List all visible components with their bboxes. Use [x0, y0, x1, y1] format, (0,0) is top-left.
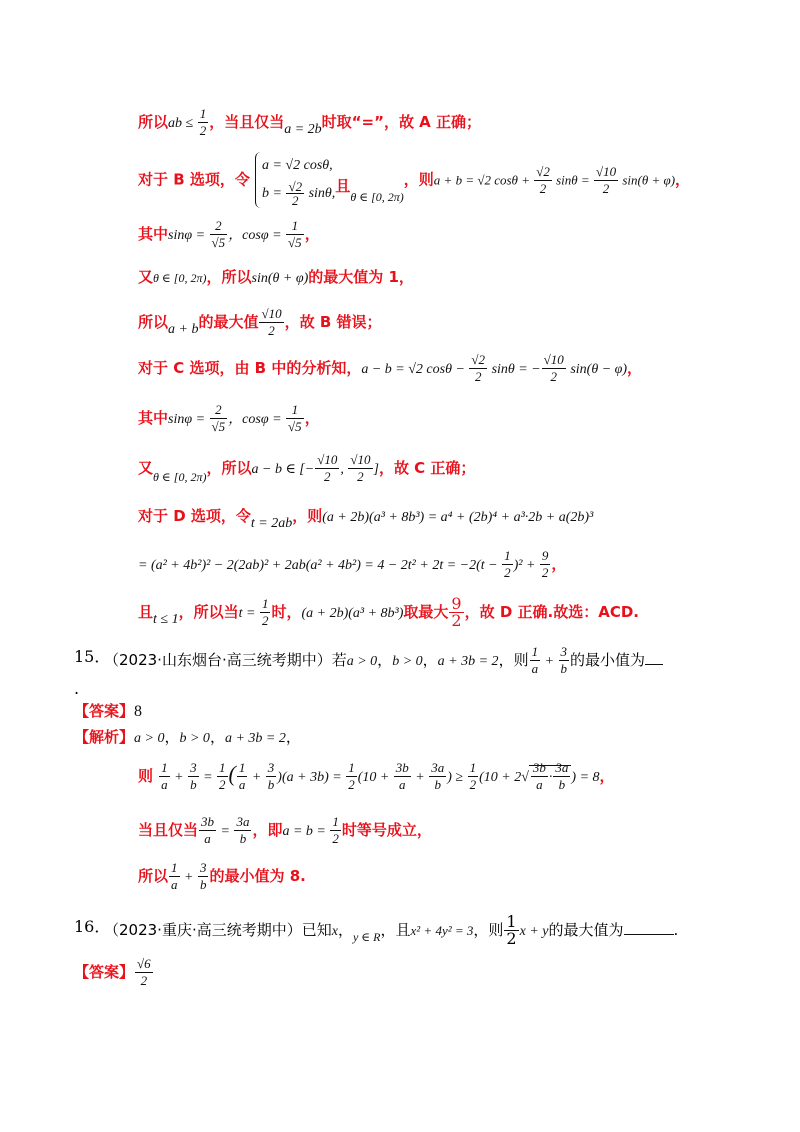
solution-line-3 — [138, 218, 320, 251]
question-15-analysis-line-2 — [138, 760, 615, 793]
fraction — [159, 760, 170, 793]
math: a − b = √2 cosθ − — [361, 362, 469, 377]
math: )(a + 3b) = — [277, 770, 346, 785]
denominator: b — [560, 661, 568, 676]
text: 则 — [138, 767, 154, 785]
numerator: √2 — [288, 179, 303, 195]
fraction — [553, 760, 570, 793]
fraction — [594, 164, 618, 197]
numerator: 9 — [541, 548, 549, 563]
math: (10 + 2√ — [479, 770, 529, 785]
fraction — [346, 760, 357, 793]
fraction — [210, 218, 228, 251]
math: + — [248, 770, 265, 785]
fraction — [530, 644, 541, 677]
math: = — [217, 824, 234, 839]
fraction — [259, 306, 283, 339]
solution-line-6 — [138, 352, 642, 385]
answer-value: 8 — [134, 703, 143, 720]
text: ， — [304, 225, 320, 243]
text: ，则 — [403, 170, 434, 189]
denominator: √5 — [288, 419, 302, 434]
denominator: b — [199, 877, 207, 892]
math: b = — [261, 186, 286, 201]
math: sin(θ + φ) — [619, 172, 676, 188]
fraction — [394, 760, 411, 793]
text: . — [673, 921, 679, 939]
numerator: 9 — [451, 594, 462, 613]
solution-line-10 — [138, 548, 566, 581]
math: θ ∈ [0, 2π) — [153, 271, 207, 285]
text: 的最小值为 — [570, 651, 646, 669]
denominator: 2 — [504, 565, 511, 580]
text: 又 — [138, 268, 154, 286]
text: 取最大 — [403, 603, 449, 621]
fraction — [234, 814, 251, 847]
math: t ≤ 1 — [153, 612, 179, 627]
fraction — [188, 760, 199, 793]
denominator: 2 — [550, 369, 557, 384]
fraction — [330, 814, 341, 847]
text: 的最大值为 1， — [308, 268, 414, 286]
text: 的最大值为 — [548, 921, 624, 939]
numerator: 1 — [469, 760, 477, 775]
fraction — [260, 596, 271, 629]
solution-line-9 — [138, 505, 593, 529]
text: ， — [627, 359, 643, 377]
solution-line-4 — [138, 266, 414, 290]
answer-label: 【答案】 — [74, 963, 135, 981]
fraction — [315, 452, 339, 485]
answer-blank — [624, 920, 674, 935]
text: 且 — [335, 176, 351, 195]
fraction — [542, 352, 566, 385]
question-16-number: 16． — [74, 917, 111, 936]
math: sinθ, — [305, 186, 336, 201]
text: ， — [551, 555, 567, 573]
denominator: a — [399, 777, 406, 792]
text: 所以 — [138, 313, 169, 331]
text: 当且仅当 — [138, 821, 199, 839]
math: a = b = — [282, 824, 330, 839]
question-16-answer — [74, 956, 154, 989]
numerator: 3a — [431, 760, 445, 775]
math: t = 2ab — [250, 516, 293, 531]
denominator: 2 — [219, 777, 226, 792]
text: ， — [599, 767, 615, 785]
fraction — [169, 860, 180, 893]
text: 所以 — [138, 113, 169, 131]
math: · — [548, 770, 553, 785]
math: θ ∈ [0, 2π) — [350, 189, 404, 204]
fraction — [286, 218, 304, 251]
fraction — [198, 860, 209, 893]
text: ， — [377, 651, 393, 669]
math: + — [170, 770, 188, 785]
fraction — [504, 914, 518, 947]
text: ， — [675, 170, 691, 189]
question-15-analysis-line-3 — [138, 814, 432, 847]
denominator: b — [558, 777, 566, 792]
math: (a + 2b)(a³ + 8b³) — [301, 606, 404, 621]
text: ，则 — [292, 507, 323, 525]
question-15-number: 15． — [74, 647, 111, 666]
text: ， — [422, 651, 438, 669]
denominator: √5 — [211, 419, 226, 434]
fraction — [266, 760, 277, 793]
math: ) ≥ — [447, 770, 467, 785]
fraction — [286, 402, 304, 435]
text: ， — [209, 728, 225, 746]
denominator: √5 — [211, 235, 226, 250]
text: 时， — [271, 603, 302, 621]
fraction — [348, 452, 372, 485]
numerator: √10 — [317, 452, 338, 467]
fraction — [559, 644, 570, 677]
text: ， — [304, 409, 320, 427]
solution-line-8 — [138, 452, 475, 485]
analysis-label: 【解析】 — [74, 728, 135, 746]
math: )² + — [513, 558, 539, 573]
numerator: 3 — [190, 760, 197, 775]
numerator: 2 — [210, 402, 228, 419]
solution-line-1 — [138, 106, 481, 139]
math: θ ∈ [0, 2π) — [153, 470, 207, 484]
denominator: a — [161, 777, 168, 792]
math: a + 3b = 2 — [224, 731, 286, 746]
numerator: 1 — [286, 218, 304, 235]
denominator: 2 — [451, 611, 462, 630]
text: 且 — [138, 603, 154, 621]
denominator: 2 — [506, 929, 517, 948]
math: a + 3b = 2 — [437, 654, 499, 669]
equation-system — [255, 152, 335, 208]
denominator: √5 — [288, 235, 302, 250]
numerator: 3 — [267, 760, 275, 775]
denominator: 2 — [602, 180, 610, 196]
math: y ∈ R — [352, 930, 381, 944]
math: = — [199, 770, 217, 785]
fraction — [540, 548, 551, 581]
text: ， — [285, 728, 301, 746]
denominator: 2 — [332, 831, 339, 846]
denominator: 2 — [541, 565, 549, 580]
system-row-2 — [262, 180, 335, 208]
fraction — [135, 956, 153, 989]
math: a + b — [168, 322, 199, 337]
answer-blank — [645, 650, 663, 665]
math: ( — [228, 761, 236, 786]
numerator: 1 — [171, 860, 178, 875]
math: ，cosφ = — [228, 228, 286, 243]
denominator: 2 — [348, 777, 355, 792]
fraction — [217, 760, 228, 793]
denominator: b — [190, 777, 197, 792]
numerator: 3a — [555, 760, 569, 775]
text: 所以 — [138, 867, 169, 885]
text: 的最小值为 8. — [209, 867, 306, 885]
numerator: 1 — [504, 548, 511, 563]
numerator: 3 — [199, 860, 207, 875]
text: ，故 B 错误； — [284, 313, 382, 331]
solution-line-7 — [138, 402, 320, 435]
question-15-answer — [74, 700, 142, 723]
math: sinθ = − — [488, 362, 541, 377]
denominator: a — [238, 777, 246, 792]
numerator: 1 — [238, 760, 246, 775]
text: ，所以 — [206, 268, 252, 286]
denominator: b — [267, 777, 275, 792]
system-row-1: a = √2 cosθ, — [261, 158, 333, 173]
text: ， — [337, 921, 353, 939]
fraction — [198, 106, 209, 139]
numerator: 1 — [161, 760, 168, 775]
math: (10 + — [357, 770, 393, 785]
solution-line-5 — [138, 306, 382, 339]
fraction — [531, 760, 548, 793]
math: x² + 4y² = 3 — [410, 923, 474, 938]
numerator: 3b — [532, 760, 546, 775]
denominator: 2 — [140, 973, 148, 988]
sqrt-radicand — [529, 760, 572, 792]
text: ，即 — [252, 821, 283, 839]
math: sin(θ + φ) — [251, 271, 309, 286]
math: sinφ = — [168, 412, 209, 427]
fraction — [199, 814, 216, 847]
text: 其中 — [138, 409, 169, 427]
numerator: √10 — [261, 306, 282, 321]
numerator: √10 — [595, 163, 617, 179]
math: a > 0 — [134, 731, 165, 746]
math: b > 0 — [392, 654, 423, 669]
numerator: 1 — [219, 760, 226, 775]
numerator: 1 — [261, 596, 269, 611]
denominator: b — [239, 831, 247, 846]
math: ，cosφ = — [228, 412, 286, 427]
numerator: √10 — [543, 352, 564, 367]
math: (a + 2b)(a³ + 8b³) = a⁴ + (2b)⁴ + a³·2b + a(2b)³ — [322, 510, 594, 525]
text: 对于 D 选项，令 — [138, 507, 251, 525]
numerator: 1 — [199, 106, 207, 121]
math: = (a² + 4b²)² − 2(2ab)² + 2ab(a² + 4b²) = 4 − 2t² + 2t = −2(t − — [138, 558, 502, 573]
denominator: 2 — [268, 323, 275, 338]
numerator: √10 — [350, 452, 371, 467]
denominator: 2 — [539, 180, 547, 196]
math: ] — [373, 462, 379, 477]
fraction — [502, 548, 513, 581]
denominator: a — [171, 877, 178, 892]
math: a > 0 — [346, 654, 378, 669]
math: t = — [238, 606, 259, 621]
fraction — [468, 760, 479, 793]
fraction — [237, 760, 248, 793]
question-15-analysis-line-4 — [138, 860, 306, 893]
text: ，故 D 正确.故选：ACD. — [464, 603, 639, 621]
text: ，所以 — [206, 459, 252, 477]
denominator: a — [204, 831, 211, 846]
numerator: √2 — [536, 163, 550, 179]
text: ，所以当 — [178, 603, 239, 621]
answer-label: 【答案】 — [74, 702, 135, 720]
text: 时等号成立， — [341, 821, 432, 839]
denominator: 2 — [469, 777, 477, 792]
solution-line-2 — [138, 152, 690, 208]
denominator: 2 — [357, 469, 364, 484]
text: ，则 — [498, 651, 529, 669]
fraction — [469, 352, 487, 385]
denominator: 2 — [261, 613, 269, 628]
math: + — [180, 870, 197, 885]
numerator: 3b — [201, 814, 215, 829]
numerator: 3b — [395, 760, 409, 775]
math: x — [331, 924, 338, 939]
question-15-stem — [104, 644, 663, 677]
denominator: b — [434, 777, 441, 792]
numerator: 1 — [506, 912, 517, 931]
numerator: √6 — [137, 956, 151, 971]
denominator: a — [536, 777, 543, 792]
text: ，当且仅当 — [209, 113, 285, 131]
math: sin(θ − φ) — [566, 362, 628, 377]
math: x + y — [519, 924, 549, 939]
numerator: 3 — [560, 644, 568, 659]
denominator: 2 — [292, 193, 299, 209]
text: 时取“=”，故 A 正确； — [321, 113, 482, 131]
text: ，且 — [380, 921, 411, 939]
math: sinφ = — [168, 228, 209, 243]
question-source: （2023·山东烟台·高三统考期中）若 — [104, 651, 347, 669]
math: , — [340, 462, 348, 477]
question-15-dot: . — [74, 679, 80, 698]
text: ， — [164, 728, 180, 746]
denominator: 2 — [199, 123, 207, 138]
fraction — [534, 164, 552, 197]
text: 对于 C 选项，由 B 中的分析知， — [138, 359, 362, 377]
denominator: a — [531, 661, 539, 676]
text: ，故 C 正确； — [378, 459, 476, 477]
denominator: 2 — [324, 469, 331, 484]
denominator: 2 — [474, 369, 482, 384]
solution-line-11 — [138, 596, 639, 629]
numerator: 2 — [210, 218, 228, 235]
text: 的最大值 — [198, 313, 259, 331]
fraction — [210, 402, 228, 435]
numerator: √2 — [471, 352, 486, 367]
question-16-stem — [104, 914, 678, 947]
math: a + b = √2 cosθ + — [433, 172, 534, 188]
fraction — [429, 760, 446, 793]
math: a = 2b — [284, 122, 322, 137]
text: ，则 — [473, 921, 504, 939]
math: sinθ = — [552, 172, 593, 188]
numerator: 1 — [531, 644, 539, 659]
numerator: 1 — [286, 402, 304, 419]
fraction — [449, 596, 463, 629]
math: ab ≤ — [168, 116, 197, 131]
numerator: 1 — [332, 814, 339, 829]
question-source: （2023·重庆·高三统考期中）已知 — [104, 921, 332, 939]
math: + — [541, 654, 558, 669]
math: b > 0 — [179, 731, 210, 746]
text: 其中 — [138, 225, 169, 243]
math: a − b ∈ [− — [251, 462, 315, 477]
question-15-analysis-header — [74, 726, 301, 750]
fraction — [286, 180, 304, 207]
math: ) = 8 — [571, 770, 600, 785]
text: 又 — [138, 459, 154, 477]
text: 对于 B 选项，令 — [138, 170, 250, 189]
numerator: 3a — [236, 814, 250, 829]
numerator: 1 — [348, 760, 355, 775]
math: + — [411, 770, 429, 785]
